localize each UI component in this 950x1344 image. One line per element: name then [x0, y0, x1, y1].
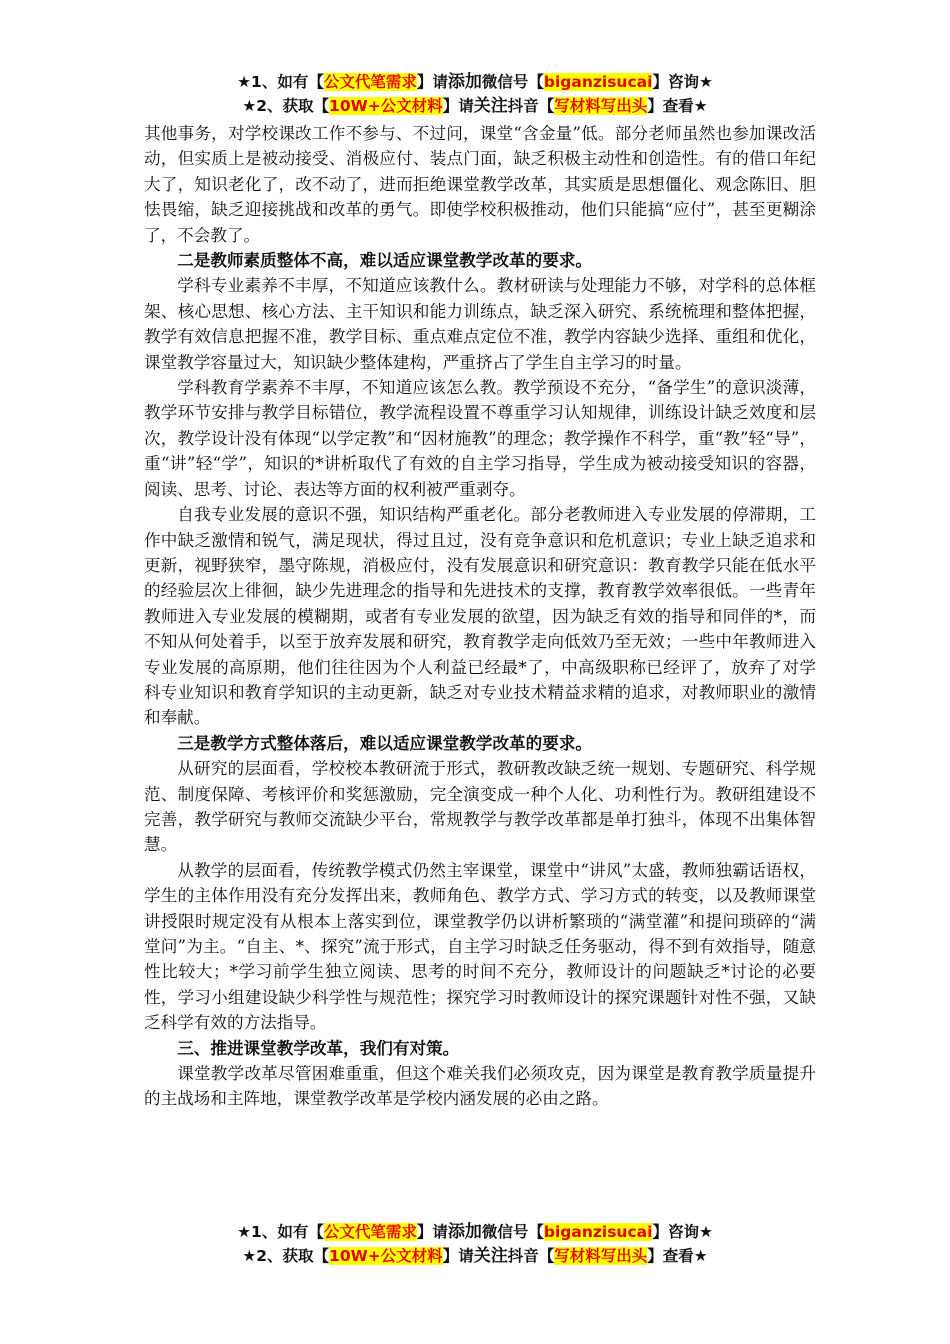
body-paragraph: 学科教育学素养不丰厚，不知道应该怎么教。教学预设不充分，“备学生”的意识淡薄，教学环节安排与教学目标错位，教学流程设置不尊重学习认知规律，训练设计缺乏效度和层次，教学设计没有体现“以学定教”和“因材施教”的理念；教学操作不科学，重“教”轻“导”，重“讲”轻“学”，知识的*讲析取代了有效的自主学习指导，学生成为被动接受知识的容器，阅读、思考、讨论、表达等方面的权利被严重剥夺。 [144, 378, 816, 499]
section-heading: 二是教师素质整体不高，难以适应课堂教学改革的要求。 [177, 250, 593, 271]
promo-banner-bottom-line-1: ★1、如有【公文代笔需求】请添加微信号【biganzisucai】咨询★ [237, 1222, 713, 1242]
section-heading: 三、推进课堂教学改革，我们有对策。 [177, 1037, 460, 1058]
section-heading: 三是教学方式整体落后，难以适应课堂教学改革的要求。 [177, 732, 593, 753]
promo-banner-bottom-line-2: ★2、获取【10W+公文材料】请关注抖音【写材料写出头】查看★ [242, 1246, 708, 1266]
body-paragraph: 从教学的层面看，传统教学模式仍然主宰课堂，课堂中“讲风”太盛，教师独霸话语权，学生的主体作用没有充分发挥出来，教师角色、教学方式、学习方式的转变，以及教师课堂讲授限时规定没有从根本上落实到位，课堂教学仍以讲析繁琐的“满堂灌”和提问琐碎的“满堂问”为主。“自主、*、探究”流于形式，自主学习时缺乏任务驱动，得不到有效指导，随意性比较大；*学习前学生独立阅读、思考的时间不充分，教师设计的问题缺乏*讨论的必要性，学习小组建设缺少科学性与规范性；探究学习时教师设计的探究课题针对性不强，又缺乏科学有效的方法指导。 [144, 860, 816, 1033]
document-body [144, 121, 816, 1112]
promo-banner-top-line-1: ★1、如有【公文代笔需求】请添加微信号【biganzisucai】咨询★ [237, 72, 713, 92]
body-paragraph: 自我专业发展的意识不强，知识结构严重老化。部分老教师进入专业发展的停滞期，工作中缺乏激情和锐气，满足现状，得过且过，没有竞争意识和危机意识；专业上缺乏追求和更新，视野狭窄，墨守陈规，消极应付，没有发展意识和研究意识：教育教学只能在低水平的经验层次上徘徊，缺少先进理念的指导和先进技术的支撑，教育教学效率很低。一些青年教师进入专业发展的模糊期，或者有专业发展的欲望，因为缺乏有效的指导和同伴的*，而不知从何处着手，以至于放弃发展和研究，教育教学走向低效乃至无效；一些中年教师进入专业发展的高原期，他们往往因为个人利益已经最*了，中高级职称已经评了，放弃了对学科专业知识和教育学知识的主动更新，缺乏对专业技术精益求精的追求，对教师职业的激情和奉献。 [144, 505, 816, 728]
promo-banner-top-line-2: ★2、获取【10W+公文材料】请关注抖音【写材料写出头】查看★ [242, 96, 708, 116]
body-paragraph: 其他事务，对学校课改工作不参与、不过问，课堂“含金量”低。部分老师虽然也参加课改活动，但实质上是被动接受、消极应付、装点门面，缺乏积极主动性和创造性。有的借口年纪大了，知识老化了，改不动了，进而拒绝课堂教学改革，其实质是思想僵化、观念陈旧、胆怯畏缩，缺乏迎接挑战和改革的勇气。即使学校积极推动，他们只能搞“应付”，甚至更糊涂了，不会教了。 [144, 124, 816, 245]
body-paragraph: 课堂教学改革尽管困难重重，但这个难关我们必须攻克，因为课堂是教育教学质量提升的主战场和主阵地，课堂教学改革是学校内涵发展的必由之路。 [144, 1064, 816, 1109]
body-paragraph: 学科专业素养不丰厚，不知道应该教什么。教材研读与处理能力不够，对学科的总体框架、核心思想、核心方法、主干知识和能力训练点，缺乏深入研究、系统梳理和整体把握，教学有效信息把握不准，教学目标、重点难点定位不准，教学内容缺少选择、重组和优化，课堂教学容量过大，知识缺少整体建构，严重挤占了学生自主学习的时量。 [144, 276, 816, 372]
body-paragraph: 从研究的层面看，学校校本教研流于形式，教研教改缺乏统一规划、专题研究、科学规范、制度保障、考核评价和奖惩激励，完全演变成一种个人化、功利性行为。教研组建设不完善，教学研究与教师交流缺少平台，常规教学与教学改革都是单打独斗，体现不出集体智慧。 [144, 759, 816, 855]
